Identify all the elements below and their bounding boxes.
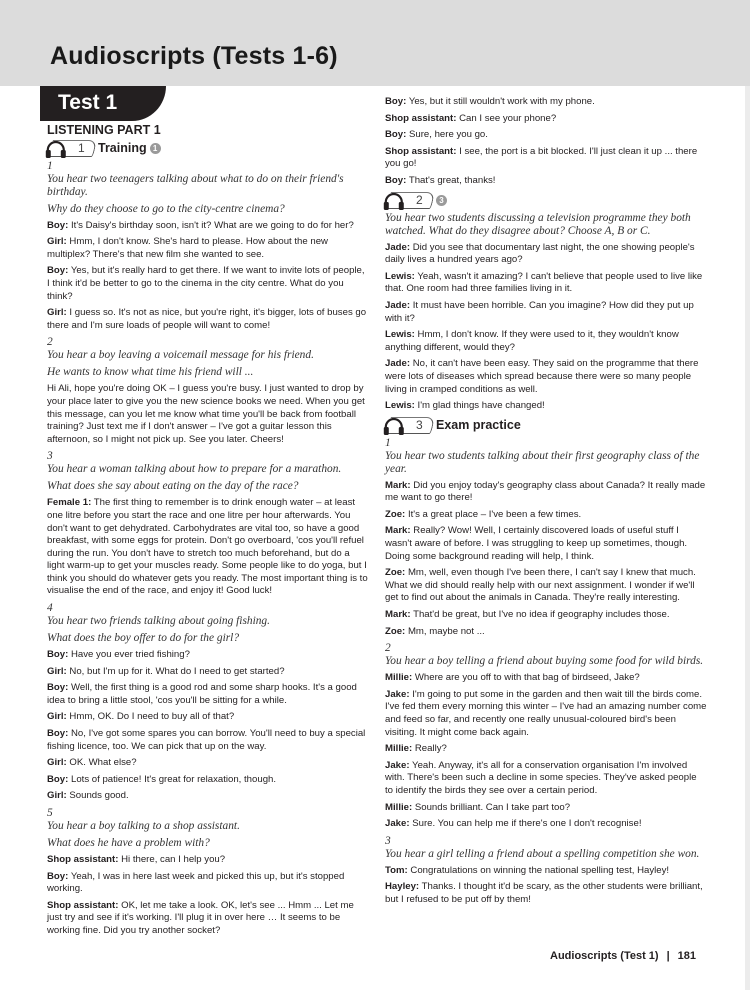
dialogue-line [385, 881, 707, 906]
line-text: Hmm, I don't know. If they were used to it, they wouldn't know anything different, would they? [385, 329, 679, 353]
line-text: Congratulations on winning the national spelling test, Hayley! [410, 864, 670, 876]
track-label: Training [98, 141, 147, 156]
dialogue-line [385, 802, 707, 815]
dialogue-line [47, 649, 369, 662]
dialogue-line [47, 307, 369, 332]
line-text: Yeah, wasn't it amazing? I can't believe that people used to live like that. One room had three families living in it. [385, 270, 703, 295]
speaker: Boy: [47, 870, 69, 882]
line-text: Hmm, I don't know. She's hard to please. How about the new multiplex? There's that new film she wanted to see. [47, 236, 328, 260]
line-text: No, I've got some spares you can borrow. You'll need to buy a special fishing licence, too. We can pick that up on the way. [47, 728, 366, 752]
step-badge: 3 [436, 195, 447, 206]
speaker: Shop assistant: [47, 854, 119, 865]
speaker: Lewis: [385, 270, 415, 282]
speaker: Millie: [385, 672, 413, 684]
dialogue-line [47, 774, 369, 787]
page-footer [550, 950, 696, 962]
dialogue-line [47, 900, 369, 938]
line-text: I guess so. It's not as nice, but you're right, it's bigger, lots of buses go there and I'm sure loads of people will want to come! [47, 307, 367, 331]
dialogue-line [385, 626, 707, 639]
speaker: Zoe: [385, 508, 406, 520]
line-text: Yeah, I was in here last week and picked this up, but it's stopped working. [47, 870, 345, 895]
dialogue-line [47, 220, 369, 233]
dialogue-line [385, 400, 707, 413]
item-instruction: You hear two teenagers talking about what to do on their friend's birthday. [47, 172, 344, 198]
speaker: Shop assistant: [385, 145, 457, 157]
track-badge [49, 140, 97, 157]
line-text: Hi Ali, hope you're doing OK – I guess you're busy. I just wanted to drop by your place later to give you the new science books we need. When you get this message, can you let me know what time you'll be back from football training? Just text me if I don't answer – I've got a guitar lesson this afternoon, so I might not pick up. See you later. Cheers! [47, 383, 365, 445]
speaker: Boy: [47, 682, 69, 694]
track-number: 1 [78, 141, 85, 156]
dialogue-line [385, 480, 707, 505]
line-text: Where are you off to with that bag of birdseed, Jake? [414, 672, 640, 684]
dialogue-line [385, 865, 707, 878]
speaker: Boy: [47, 219, 69, 231]
line-text: Sure. You can help me if there's one I don't recognise! [412, 818, 642, 830]
dialogue-line [385, 743, 707, 756]
item-instruction: You hear two friends talking about going fishing. [47, 615, 270, 628]
item-instruction: You hear a boy telling a friend about buying some food for wild birds. [385, 655, 704, 668]
speaker: Jake: [385, 818, 410, 830]
speaker: Boy: [385, 129, 407, 141]
track-label: Exam practice [436, 418, 521, 433]
speaker: Female 1: [47, 497, 92, 509]
speaker: Jake: [385, 759, 410, 771]
speaker: Tom: [385, 864, 408, 876]
speaker: Girl: [47, 790, 67, 802]
line-text: Really? [414, 743, 447, 755]
line-text: I'm going to put some in the garden and then wait till the birds come. I've fed them every morning this winter – I've had an amazing number come and feed so far, and recently one really unusual-coloured bird's been visiting. It might come back again. [385, 688, 707, 738]
page-title: Audioscripts (Tests 1-6) [50, 42, 338, 70]
dialogue-line [385, 509, 707, 522]
line-text: The first thing to remember is to drink enough water – at least one litre before you start the race and one litre per hour afterwards. You don't want to get dehydrated. Carbohydrates are vital too, so have a good breakfast, with some eggs for protein. Don't go overboard, 'cos you'll refuel during the run. You don't have to stretch too much beforehand, but do a light warm-up to get your muscles ready. Some people like to do yoga, but I think you should do whatever gets you ready. The most important thing is to visualise the end of the race, and enjoy it! Good luck! [47, 497, 368, 597]
line-text: Mm, maybe not ... [407, 625, 485, 637]
speaker: Boy: [385, 96, 407, 107]
audio-track-2 [385, 192, 707, 210]
dialogue-line [385, 271, 707, 296]
line-text: Thanks. I thought it'd be scary, as the other students were brilliant, but I refused to be put off by them! [385, 881, 703, 905]
item-number: 5 [47, 807, 53, 819]
audio-track-3 [385, 417, 707, 435]
dialogue-line [385, 96, 707, 109]
item-instruction: You hear a girl telling a friend about a spelling competition she won. [385, 847, 700, 860]
line-text: OK, let me take a look. OK, let's see ... Hmm ... Let me just try and see if it's working. I'll plug it in over here … It seems to be working fine. Did you try another socket? [47, 899, 354, 936]
line-text: Sounds good. [69, 790, 129, 802]
dialogue-line [47, 265, 369, 303]
item-number: 2 [385, 642, 391, 655]
item-instruction: You hear a woman talking about how to prepare for a marathon. [47, 463, 342, 476]
left-column [47, 124, 369, 942]
line-text: I see, the port is a bit blocked. I'll just clean it up ... there you go! [385, 145, 698, 170]
line-text: It must have been horrible. Can you imagine? How did they put up with it? [385, 299, 694, 324]
item-number: 1 [385, 436, 391, 449]
speaker: Boy: [47, 773, 69, 785]
line-text: It's Daisy's birthday soon, isn't it? What are we going to do for her? [71, 219, 354, 231]
dialogue-line [385, 329, 707, 354]
dialogue-line [385, 146, 707, 171]
dialogue-line [47, 757, 369, 770]
dialogue-line [385, 525, 707, 563]
dialogue-line [385, 689, 707, 739]
dialogue-line [385, 672, 707, 685]
track-badge [387, 417, 435, 434]
item-instruction: You hear a boy talking to a shop assistant. [47, 820, 240, 832]
line-text: Yes, but it still wouldn't work with my phone. [408, 96, 595, 107]
item-instruction: Why do they choose to go to the city-centre cinema? [47, 202, 285, 215]
section-heading: LISTENING PART 1 [47, 123, 161, 137]
item-instruction: What does she say about eating on the day of the race? [47, 480, 299, 493]
item-number: 2 [47, 336, 53, 349]
dialogue-line [47, 383, 369, 446]
dialogue-line [47, 790, 369, 803]
dialogue-line [47, 682, 369, 707]
speaker: Mark: [385, 609, 411, 621]
track-number: 3 [416, 418, 423, 433]
footer-divider: | [666, 950, 670, 962]
line-text: That'd be great, but I've no idea if geography includes those. [413, 609, 670, 621]
footer-section: Audioscripts (Test 1) [550, 950, 659, 962]
line-text: Yeah. Anyway, it's all for a conservation organisation I'm involved with. There's been such a decline in some species. They've asked people to identify the birds they see over a certain period. [385, 759, 697, 796]
item-instruction: He wants to know what time his friend will ... [47, 366, 254, 379]
speaker: Mark: [385, 479, 411, 491]
speaker: Boy: [47, 649, 69, 661]
speaker: Boy: [385, 174, 407, 186]
item-number: 4 [47, 602, 53, 615]
speaker: Girl: [47, 665, 67, 677]
audio-track-1 [47, 140, 369, 158]
item-instruction: What does the boy offer to do for the girl? [47, 632, 240, 645]
line-text: Sure, here you go. [409, 129, 488, 141]
line-text: Well, the first thing is a good rod and some sharp hooks. It's a good idea to bring a little stool, 'cos you'll be sitting for a while. [47, 682, 357, 706]
speaker: Mark: [385, 525, 411, 537]
speaker: Millie: [385, 801, 413, 813]
track-badge [387, 192, 435, 209]
headphones-icon [383, 193, 405, 210]
dialogue-line [385, 567, 707, 605]
dialogue-line [47, 728, 369, 753]
dialogue-line [47, 871, 369, 896]
dialogue-line [385, 358, 707, 396]
speaker: Lewis: [385, 329, 415, 341]
line-text: Sounds brilliant. Can I take part too? [414, 801, 571, 813]
speaker: Shop assistant: [47, 899, 119, 911]
dialogue-line [385, 129, 707, 142]
line-text: Hmm, OK. Do I need to buy all of that? [69, 711, 235, 723]
dialogue-line [385, 242, 707, 267]
dialogue-line [385, 760, 707, 798]
dialogue-line [385, 609, 707, 622]
headphones-icon [45, 141, 67, 158]
line-text: Yes, but it's really hard to get there. If we want to invite lots of people, I think it'd be better to go to the cinema in the city centre. What do you think? [47, 265, 365, 302]
item-instruction: You hear two students talking about their first geography class of the year. [385, 449, 700, 475]
dialogue-line [47, 497, 369, 598]
dialogue-line [47, 711, 369, 724]
line-text: Did you see that documentary last night, the one showing people's daily lives a hundred years ago? [385, 241, 695, 266]
test-tab: Test 1 [40, 86, 166, 121]
dialogue-line [47, 236, 369, 261]
item-number: 1 [47, 159, 53, 172]
dialogue-line [385, 818, 707, 831]
speaker: Boy: [47, 265, 69, 277]
line-text: Did you enjoy today's geography class about Canada? It really made me want to go there! [385, 479, 706, 504]
line-text: Can I see your phone? [459, 112, 557, 124]
right-column [385, 96, 707, 911]
speaker: Girl: [47, 711, 67, 723]
line-text: I'm glad things have changed! [417, 400, 545, 412]
dialogue-line [47, 666, 369, 679]
item-instruction: You hear a boy leaving a voicemail message for his friend. [47, 349, 314, 362]
track-number: 2 [416, 193, 423, 208]
dialogue-line [385, 175, 707, 188]
speaker: Girl: [47, 236, 67, 248]
line-text: It's a great place – I've been a few times. [407, 508, 582, 520]
speaker: Girl: [47, 307, 67, 319]
dialogue-line [47, 854, 369, 867]
line-text: That's great, thanks! [408, 174, 496, 186]
item-instruction: You hear two students discussing a television programme they both watched. What do they disagree about? Choose A, B or C. [385, 211, 691, 237]
speaker: Jade: [385, 241, 411, 253]
page-number: 181 [677, 950, 697, 962]
speaker: Boy: [47, 728, 69, 740]
line-text: Lots of patience! It's great for relaxation, though. [71, 773, 277, 785]
line-text: Have you ever tried fishing? [71, 649, 190, 661]
line-text: No, but I'm up for it. What do I need to get started? [69, 665, 285, 677]
speaker: Jade: [385, 358, 411, 370]
speaker: Jake: [385, 688, 410, 700]
speaker: Lewis: [385, 400, 415, 412]
item-number: 3 [385, 834, 391, 847]
speaker: Shop assistant: [385, 112, 457, 124]
speaker: Jade: [385, 299, 411, 311]
dialogue-line [385, 113, 707, 126]
speaker: Girl: [47, 757, 67, 769]
step-badge: 1 [150, 143, 161, 154]
speaker: Zoe: [385, 567, 406, 579]
line-text: Mm, well, even though I've been there, I can't say I knew that much. What we did should really help with our next assignment. I wonder if we'll get to find out about the animals in Canada. They're really interesting. [385, 567, 696, 604]
page-edge [745, 86, 750, 990]
headphones-icon [383, 418, 405, 435]
speaker: Hayley: [385, 881, 420, 893]
speaker: Millie: [385, 743, 413, 755]
dialogue-line [385, 300, 707, 325]
item-number: 3 [47, 450, 53, 463]
speaker: Zoe: [385, 625, 406, 637]
line-text: Hi there, can I help you? [121, 854, 226, 865]
line-text: OK. What else? [69, 757, 137, 769]
line-text: Really? Wow! Well, I certainly discovered loads of useful stuff I wasn't aware of before. I was struggling to keep up sometimes, though. Doing some background reading will help, I think. [385, 525, 688, 562]
line-text: No, it can't have been easy. They said on the programme that there were lots of diseases which spread because there were so many people living in cramped conditions as well. [385, 358, 699, 395]
item-instruction: What does he have a problem with? [47, 837, 210, 849]
